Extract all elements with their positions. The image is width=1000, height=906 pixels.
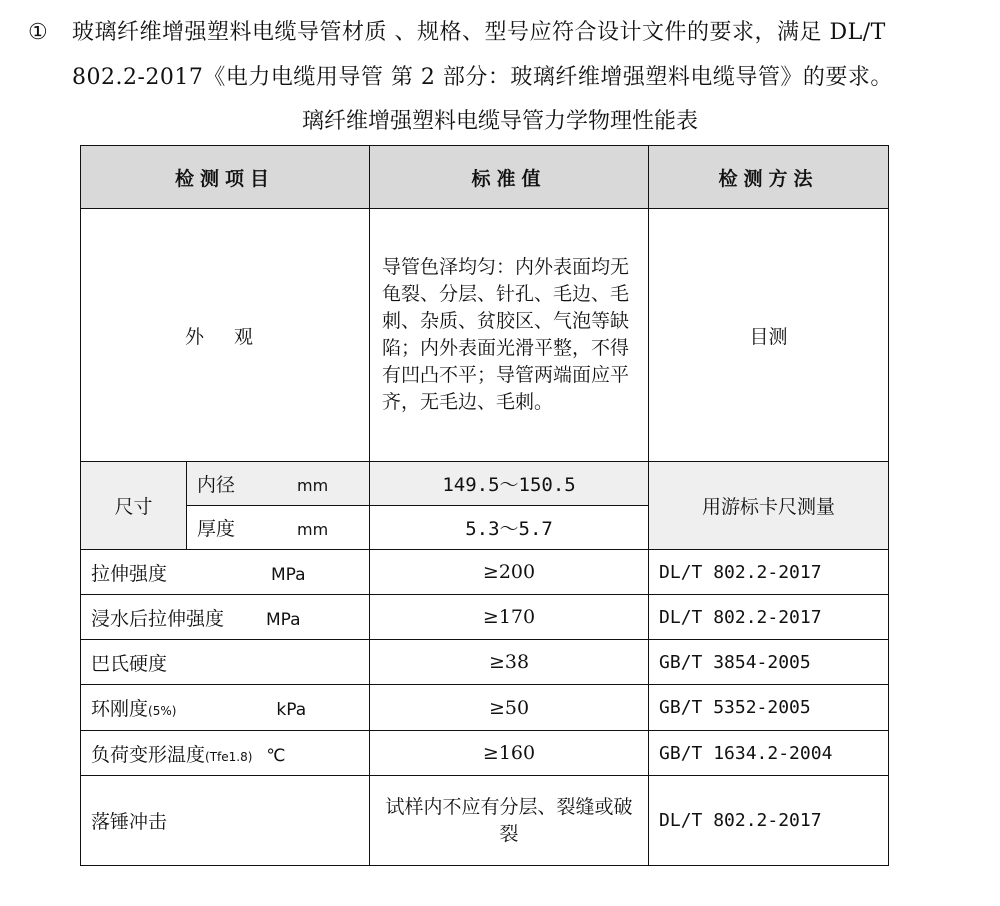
table-row [81,640,889,685]
dimension-method: 用游标卡尺测量 [649,462,889,550]
inner-diameter-name: 内径 [197,474,236,496]
header-standard: 标准值 [370,146,649,209]
properties-table [80,145,889,866]
property-unit: MPa [271,564,306,585]
table-row [81,595,889,640]
property-name: 拉伸强度 [91,562,168,585]
thickness-value: 5.3～5.7 [370,506,649,550]
property-unit: MPa [266,609,301,630]
inner-diameter-label [187,462,370,506]
table-row [81,731,889,776]
list-marker: ① [28,20,49,45]
paragraph-line-1-text: 玻璃纤维增强塑料电缆导管材质 、规格、型号应符合设计文件的要求，满足 DL/T [72,20,886,45]
requirement-paragraph [28,10,978,100]
paragraph-line-2: 802.2-2017《电力电缆用导管 第 2 部分：玻璃纤维增强塑料电缆导管》的要求。 [72,65,893,90]
inner-diameter-unit: mm [297,476,329,495]
appearance-standard: 导管色泽均匀：内外表面均无龟裂、分层、针孔、毛边、毛刺、杂质、贫胶区、气泡等缺陷；内外表面光滑平整，不得有凹凸不平；导管两端面应平齐，无毛边、毛刺。 [370,209,649,462]
property-label [81,731,370,776]
paragraph-line-1 [28,10,978,55]
property-unit: ℃ [266,745,286,766]
property-value: ≥160 [370,731,649,776]
property-label [81,550,370,595]
property-name: 浸水后拉伸强度 [91,607,225,630]
property-method: DL/T 802.2-2017 [649,595,889,640]
impact-method: DL/T 802.2-2017 [649,776,889,866]
header-method: 检测方法 [649,146,889,209]
property-name: 负荷变形温度 [91,743,206,766]
table-row-inner-diameter [81,462,889,506]
property-unit: kPa [276,700,307,720]
table-row [81,550,889,595]
property-method: GB/T 3854-2005 [649,640,889,685]
property-label [81,595,370,640]
appearance-method: 目测 [649,209,889,462]
property-value: ≥170 [370,595,649,640]
property-method: DL/T 802.2-2017 [649,550,889,595]
impact-item: 落锤冲击 [81,776,370,866]
table-row-appearance [81,209,889,462]
property-method: GB/T 1634.2-2004 [649,731,889,776]
impact-standard: 试样内不应有分层、裂缝或破裂 [370,776,649,866]
property-method: GB/T 5352-2005 [649,685,889,731]
table-header-row [81,146,889,209]
property-condition: (Tfe1.8) [205,749,253,764]
dimension-item: 尺寸 [81,462,187,550]
thickness-unit: mm [297,520,329,539]
property-label [81,685,370,731]
property-name: 巴氏硬度 [91,652,168,675]
inner-diameter-value: 149.5～150.5 [370,462,649,506]
thickness-name: 厚度 [197,518,236,540]
property-condition: (5%) [148,704,177,718]
property-value: ≥200 [370,550,649,595]
property-name: 环刚度 [91,698,149,720]
table-title: 璃纤维增强塑料电缆导管力学物理性能表 [301,109,698,134]
table-row-impact [81,776,889,866]
property-value: ≥38 [370,640,649,685]
thickness-label [187,506,370,550]
table-row [81,685,889,731]
property-value: ≥50 [370,685,649,731]
appearance-item: 外 观 [81,209,370,462]
header-item: 检测项目 [81,146,370,209]
property-label [81,640,370,685]
